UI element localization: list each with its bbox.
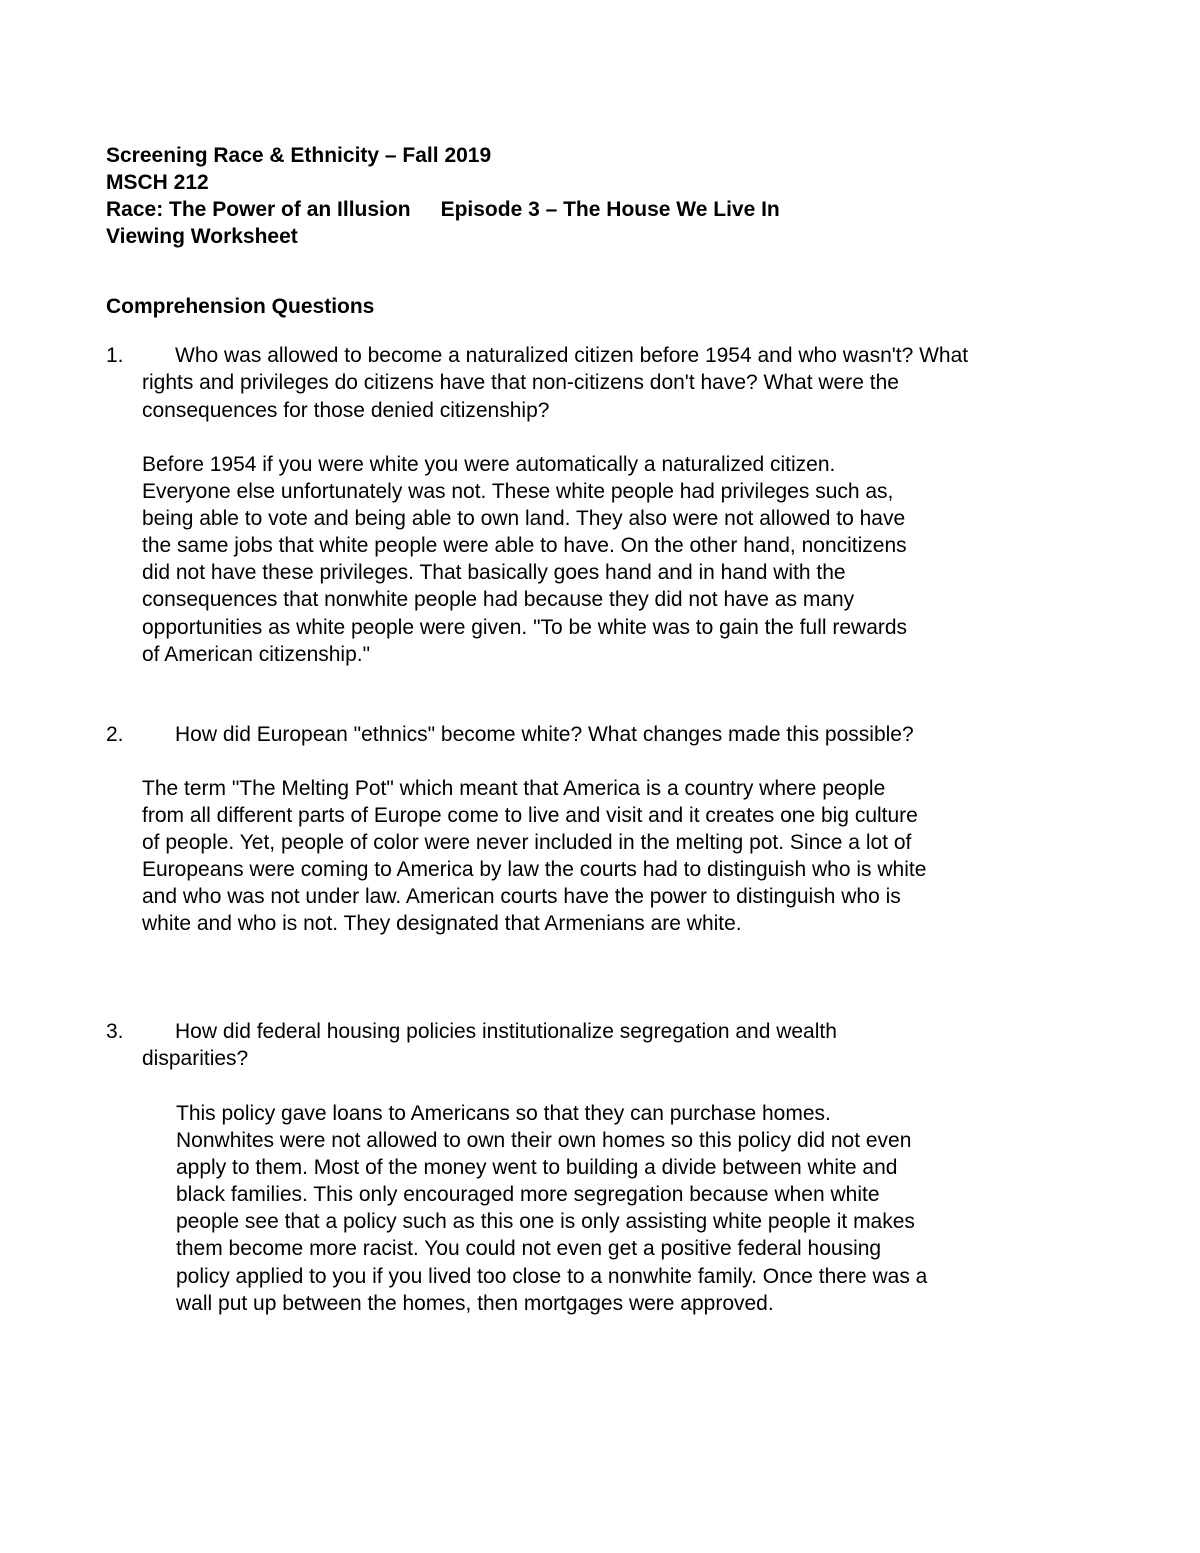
question-text: Who was allowed to become a naturalized citizen before 1954 and who wasn't? What rights and privileges do citizens have that non-citizens don't have? What were the consequences for those denied citizenship? (142, 344, 969, 422)
worksheet-title: Viewing Worksheet (106, 225, 298, 248)
question-number: 1. (106, 344, 124, 367)
document-header (106, 142, 780, 250)
question-number: 3. (106, 1020, 124, 1043)
answer-line: opportunities as white people were given. "To be white was to gain the full rewards (142, 615, 908, 639)
section-title: Comprehension Questions (106, 295, 375, 318)
course-title: Screening Race & Ethnicity – Fall 2019 (106, 144, 492, 167)
answer-line: Everyone else unfortunately was not. These white people had privileges such as, (142, 480, 894, 504)
answer-line: white and who is not. They designated that Armenians are white. (142, 912, 742, 936)
question-2 (106, 721, 1006, 748)
question-number: 2. (106, 723, 124, 746)
answer-line: Before 1954 if you were white you were automatically a naturalized citizen. (142, 453, 836, 476)
question-1 (106, 342, 1006, 424)
question-text: How did European "ethnics" become white? What changes made this possible? (175, 723, 914, 746)
answer-line: Europeans were coming to America by law the courts had to distinguish who is white (142, 858, 927, 882)
answer-line: wall put up between the homes, then mortgages were approved. (176, 1291, 774, 1315)
answer-3 (176, 1100, 927, 1317)
answer-line: did not have these privileges. That basically goes hand and in hand with the (142, 561, 846, 585)
course-code: MSCH 212 (106, 171, 209, 194)
answer-line: them become more racist. You could not even get a positive federal housing (176, 1237, 882, 1261)
answer-1 (142, 451, 907, 668)
answer-line: consequences that nonwhite people had because they did not have as many (142, 588, 855, 612)
answer-line: of people. Yet, people of color were never included in the melting pot. Since a lot of (142, 831, 912, 855)
question-3 (106, 1018, 946, 1073)
film-title: Race: The Power of an Illusion (106, 198, 411, 221)
answer-line: black families. This only encouraged more segregation because when white (176, 1183, 880, 1207)
answer-line: apply to them. Most of the money went to building a divide between white and (176, 1156, 898, 1180)
film-title-line (106, 196, 780, 223)
question-text: How did federal housing policies institutionalize segregation and wealth disparities? (142, 1020, 837, 1071)
answer-line: of American citizenship." (142, 642, 371, 666)
answer-line: The term "The Melting Pot" which meant that America is a country where people (142, 777, 886, 800)
answer-line: being able to vote and being able to own land. They also were not allowed to have (142, 507, 906, 531)
answer-line: the same jobs that white people were able to have. On the other hand, noncitizens (142, 534, 907, 558)
episode-title: Episode 3 – The House We Live In (440, 198, 780, 221)
answer-line: This policy gave loans to Americans so that they can purchase homes. (176, 1102, 831, 1125)
answer-2 (142, 775, 926, 938)
answer-line: from all different parts of Europe come to live and visit and it creates one big culture (142, 804, 918, 828)
answer-line: people see that a policy such as this one is only assisting white people it makes (176, 1210, 915, 1234)
answer-line: policy applied to you if you lived too close to a nonwhite family. Once there was a (176, 1264, 928, 1288)
answer-line: and who was not under law. American courts have the power to distinguish who is (142, 885, 901, 909)
answer-line: Nonwhites were not allowed to own their own homes so this policy did not even (176, 1129, 912, 1153)
